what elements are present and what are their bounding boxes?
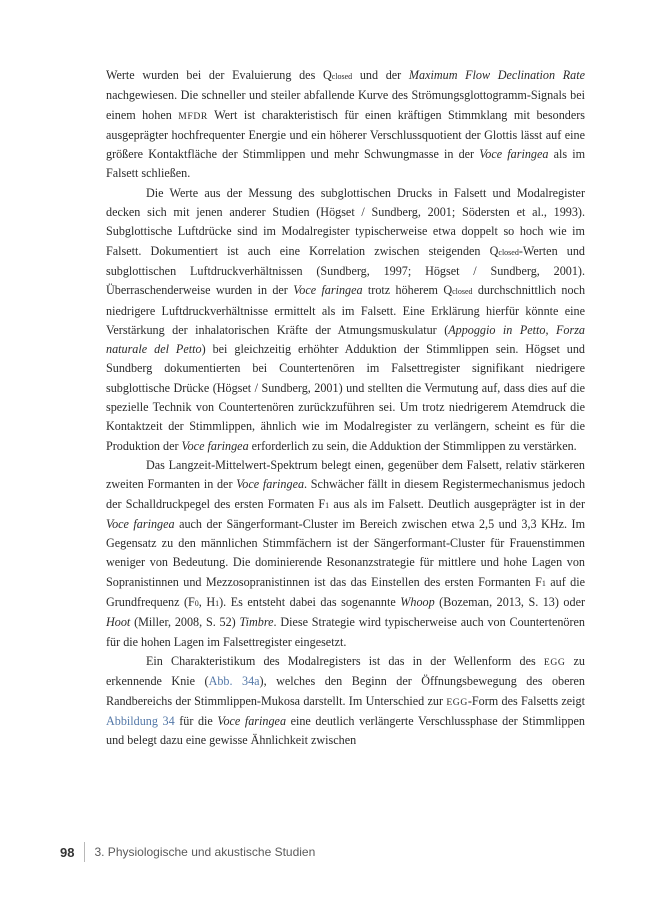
page-footer <box>60 842 315 862</box>
page-number: 98 <box>60 844 75 860</box>
paragraph-3: Das Langzeit-Mittelwert-Spektrum belegt einen, gegenüber dem Falsett, relativ stärkeren zweiten Formanten in der Voce faringea. Schwächer fällt in diesem Registermechanismus jedoch der Schalldruckpegel des ersten Formaten F1 aus als im Falsett. Deutlich ausgeprägter ist in der Voce faringea auch der Sängerformant-Cluster im Bereich zwischen etwa 2,5 und 3,3 KHz. Im Gegensatz zu den männlichen Stimmfächern ist der Sängerformant-Cluster für Frauenstimmen weniger von Bedeutung. Die dominierende Resonanzstrategie für mittlere und hohe Lagen von Sopranistinnen und Mezzosopranistinnen ist das das Einstellen des ersten Formanten F1 auf die Grundfrequenz (F0, H1). Es entsteht dabei das sogenannte Whoop (Bozeman, 2013, S. 13) oder Hoot (Miller, 2008, S. 52) Timbre. Diese Strategie wird typischerweise auch von Countertenören für die hohen Lagen im Falsettregister eingesetzt. <box>106 457 586 649</box>
figure-link-34a[interactable]: Abb. 34a <box>208 674 260 689</box>
paragraph-1: Werte wurden bei der Evaluierung des Qclosed und der Maximum Flow Declination Rate nachgewiesen. Die schneller und steiler abfallende Kurve des Strömungsglottogramm-Signals bei einem hohen MFDR Wert ist charakteristisch für einen kräftigen Stimmklang mit besonders ausgeprägter hochfrequenter Energie und ein höherer Verschlussquotient der Glottis lässt auf eine größere Kontaktfläche der Stimmlippen und mehr Schwungmasse in der Voce faringea als im Falsett schließen. <box>106 68 586 181</box>
footer-divider <box>84 842 85 862</box>
figure-link-34[interactable]: Abbildung 34 <box>106 713 175 728</box>
chapter-title: 3. Physiologische und akustische Studien <box>94 845 316 859</box>
paragraph-2: Die Werte aus der Messung des subglottischen Drucks in Falsett und Modalregister decken sich mit jenen anderer Studien (Högset / Sundberg, 2001; Södersten et al., 1993). Subglottische Luftdrücke sind im Modalregister typischerweise etwa doppelt so hoch wie im Falsett. Dokumentiert ist auch eine Korrelation zwischen steigenden Qclosed-Werten und subglottischen Luftdruckverhältnissen (Sundberg, 1997; Högset / Sundberg, 2001). Überraschenderweise wurden in der Voce faringea trotz höherem Qclosed durchschnittlich noch niedrigere Luftdruckverhältnisse ermittelt als im Falsett. Eine Erklärung hierfür könnte eine Verstärkung der inhalatorischen Kräfte der Atmungsmuskulatur (Appoggio in Petto, Forza naturale del Petto) bei gleichzeitig erhöhter Adduktion der Stimmlippen sein. Högset und Sundberg dokumentierten bei Countertenören im Falsettregister signifikant niedrigere subglottische Drücke (Högset / Sundberg, 2001) und stellten die Vermutung auf, dass dies auf die spezielle Technik von Countertenören zurückzuführen sei. Um trotz niedrigerem Atemdruck die Kontaktzeit der Stimmlippen, ähnlich wie im Modalregister zu verlängern, scheint es für die Produktion der Voce faringea erforderlich zu sein, die Adduktion der Stimmlippen zu verstärken. <box>106 185 586 453</box>
body-text <box>106 66 585 750</box>
paragraph-4: Ein Charakteristikum des Modalregisters ist das in der Wellenform des EGG zu erkennende Knie (Abb. 34a), welches den Beginn der Öffnungsbewegung des oberen Randbereichs der Stimmlippen-Mukosa darstellt. Im Unterschied zur EGG-Form des Falsetts zeigt Abbildung 34 für die Voce faringea eine deutlich verlängerte Verschlussphase der Stimmlippen und belegt dazu eine gewisse Ähnlichkeit zwischen <box>106 653 585 748</box>
